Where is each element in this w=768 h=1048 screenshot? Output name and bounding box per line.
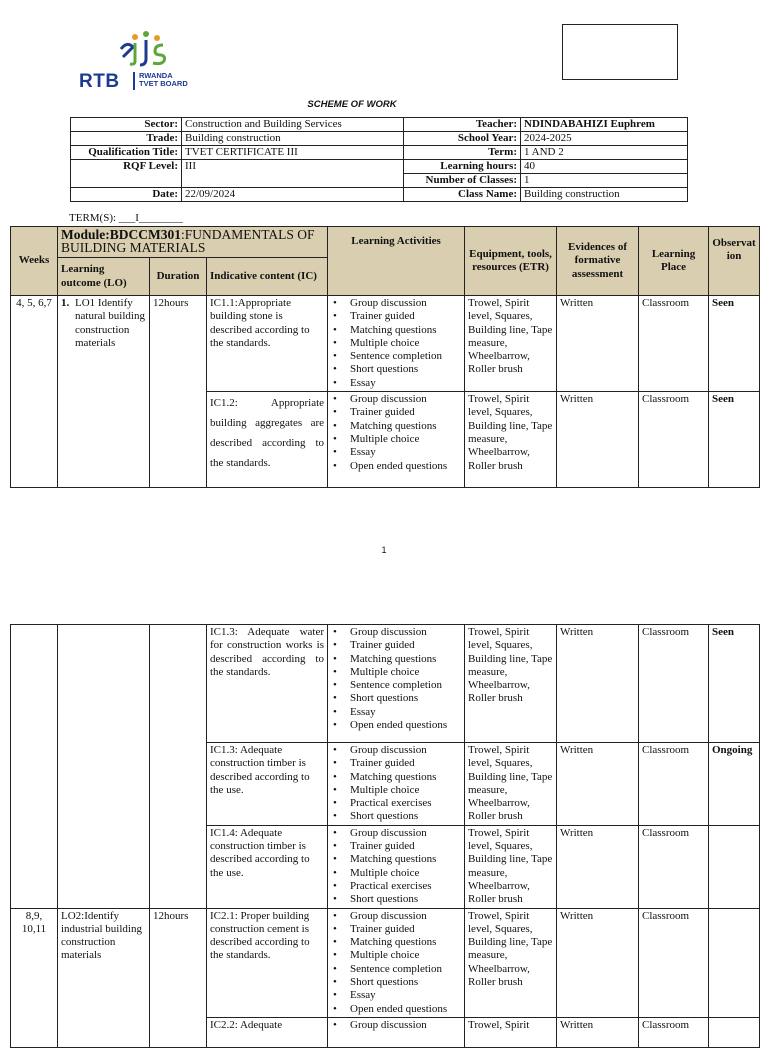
module-title: Module:BDCCM301:FUNDAMENTALS OF BUILDING MATERIALS — [58, 227, 328, 258]
activity-item: • Trainer guided — [331, 840, 461, 853]
activity-item: • Trainer guided — [331, 406, 461, 419]
hours-label: Learning hours: — [404, 160, 521, 174]
etr-cell: Trowel, Spirit level, Squares, Building line, Tape measure, Wheelbarrow, Roller brush — [465, 908, 557, 1017]
activities-cell — [328, 825, 465, 908]
school-year-label: School Year: — [404, 132, 521, 146]
activities-cell — [328, 625, 465, 743]
rtb-logo-mark-icon — [113, 31, 173, 69]
rtb-logo — [69, 31, 229, 91]
qualification-value: TVET CERTIFICATE III — [182, 146, 404, 160]
activity-item: • Open ended questions — [331, 460, 461, 473]
activity-item: • Trainer guided — [331, 757, 461, 770]
activity-item: • Short questions — [331, 893, 461, 906]
logo-text: RTB — [79, 71, 120, 92]
etr-cell: Trowel, Spirit level, Squares, Building line, Tape measure, Wheelbarrow, Roller brush — [465, 296, 557, 392]
ic-cell: IC1.1:Appropriate building stone is described according to the standards. — [207, 296, 328, 392]
place-cell: Classroom — [639, 625, 709, 743]
classes-value: 1 — [521, 174, 688, 188]
activities-header: Learning Activities — [328, 227, 465, 296]
activities-list — [331, 393, 461, 473]
etr-cell: Trowel, Spirit level, Squares, Building line, Tape measure, Wheelbarrow, Roller brush — [465, 825, 557, 908]
activities-cell — [328, 296, 465, 392]
activity-item: • Group discussion — [331, 827, 461, 840]
classes-label: Number of Classes: — [404, 174, 521, 188]
activity-item: • Essay — [331, 446, 461, 459]
table-row — [11, 908, 760, 1017]
ic-cell: IC1.3: Adequate construction timber is described according to the use. — [207, 743, 328, 826]
activity-item: • Sentence completion — [331, 350, 461, 363]
activities-list — [331, 1019, 461, 1032]
trade-label: Trade: — [71, 132, 182, 146]
evidence-cell: Written — [557, 392, 639, 488]
activities-cell — [328, 743, 465, 826]
info-table — [70, 117, 688, 202]
activity-item: • Trainer guided — [331, 639, 461, 652]
weeks-cell: 8,9, 10,11 — [11, 908, 58, 1047]
logo-divider — [133, 72, 135, 90]
ic-cell: IC1.4: Adequate construction timber is described according to the use. — [207, 825, 328, 908]
evidence-cell: Written — [557, 1017, 639, 1047]
ic-cell: IC2.2: Adequate — [207, 1017, 328, 1047]
activities-list — [331, 626, 461, 732]
activities-list — [331, 297, 461, 390]
logo-subtitle: RWANDA TVET BOARD — [139, 71, 188, 88]
trade-value: Building construction — [182, 132, 404, 146]
etr-header: Equipment, tools, resources (ETR) — [465, 227, 557, 296]
activity-item: • Matching questions — [331, 420, 461, 433]
etr-cell: Trowel, Spirit level, Squares, Building line, Tape measure, Wheelbarrow, Roller brush — [465, 625, 557, 743]
qualification-label: Qualification Title: — [71, 146, 182, 160]
activity-item: • Practical exercises — [331, 880, 461, 893]
activities-cell — [328, 1017, 465, 1047]
observation-cell — [709, 908, 760, 1017]
lo-cell: LO2:Identify industrial building construction materials — [58, 908, 150, 1047]
lo-cell: 1. LO1 Identify natural building construction materials — [58, 296, 150, 488]
place-cell: Classroom — [639, 825, 709, 908]
evidence-cell: Written — [557, 825, 639, 908]
observation-cell — [709, 825, 760, 908]
activity-item: • Open ended questions — [331, 1003, 461, 1016]
sector-label: Sector: — [71, 118, 182, 132]
class-name-label: Class Name: — [404, 188, 521, 202]
activity-item: • Practical exercises — [331, 797, 461, 810]
rqf-label: RQF Level: — [71, 160, 182, 188]
activity-item: • Multiple choice — [331, 949, 461, 962]
class-name-value: Building construction — [521, 188, 688, 202]
ic-header: Indicative content (IC) — [207, 258, 328, 296]
activity-item: • Short questions — [331, 810, 461, 823]
term-value: 1 AND 2 — [521, 146, 688, 160]
activity-item: • Group discussion — [331, 910, 461, 923]
activity-item: • Matching questions — [331, 653, 461, 666]
duration-cell: 12hours — [150, 296, 207, 488]
activity-item: • Group discussion — [331, 393, 461, 406]
observation-cell: Seen — [709, 296, 760, 392]
evidences-header: Evidences of formative assessment — [557, 227, 639, 296]
term-line: TERM(S): ___I________ — [69, 212, 183, 224]
date-label: Date: — [71, 188, 182, 202]
activities-list — [331, 827, 461, 907]
stamp-box — [562, 24, 678, 80]
activities-list — [331, 744, 461, 824]
ic-cell: IC1.3: Adequate water for construction works is described according to the standards. — [207, 625, 328, 743]
observation-cell: Ongoing — [709, 743, 760, 826]
teacher-label: Teacher: — [404, 118, 521, 132]
term-label: Term: — [404, 146, 521, 160]
info-row — [71, 146, 688, 160]
activity-item: • Multiple choice — [331, 666, 461, 679]
table-row — [11, 625, 760, 743]
duration-header: Duration — [150, 258, 207, 296]
activity-item: • Matching questions — [331, 771, 461, 784]
activity-item: • Group discussion — [331, 1019, 461, 1032]
weeks-cell: 4, 5, 6,7 — [11, 296, 58, 488]
weeks-cell — [11, 625, 58, 909]
etr-cell: Trowel, Spirit level, Squares, Building line, Tape measure, Wheelbarrow, Roller brush — [465, 743, 557, 826]
sector-value: Construction and Building Services — [182, 118, 404, 132]
document-title: SCHEME OF WORK — [307, 99, 397, 110]
activity-item: • Open ended questions — [331, 719, 461, 732]
activity-item: • Sentence completion — [331, 963, 461, 976]
activities-cell — [328, 392, 465, 488]
activity-item: • Matching questions — [331, 936, 461, 949]
info-row — [71, 160, 688, 174]
activity-item: • Short questions — [331, 976, 461, 989]
activity-item: • Matching questions — [331, 324, 461, 337]
activity-item: • Multiple choice — [331, 784, 461, 797]
activity-item: • Group discussion — [331, 744, 461, 757]
observation-cell: Seen — [709, 392, 760, 488]
activity-item: • Multiple choice — [331, 433, 461, 446]
activity-item: • Trainer guided — [331, 923, 461, 936]
activity-item: • Trainer guided — [331, 310, 461, 323]
ic-cell: IC2.1: Proper building construction cement is described according to the standards. — [207, 908, 328, 1017]
teacher-value: NDINDABAHIZI Euphrem — [521, 118, 688, 132]
place-cell: Classroom — [639, 296, 709, 392]
etr-cell: Trowel, Spirit level, Squares, Building line, Tape measure, Wheelbarrow, Roller brush — [465, 392, 557, 488]
activity-item: • Multiple choice — [331, 337, 461, 350]
observation-cell: Seen — [709, 625, 760, 743]
school-year-value: 2024-2025 — [521, 132, 688, 146]
duration-cell — [150, 625, 207, 909]
evidence-cell: Written — [557, 908, 639, 1017]
scheme-table-page-1 — [10, 226, 760, 488]
activity-item: • Short questions — [331, 692, 461, 705]
date-value: 22/09/2024 — [182, 188, 404, 202]
activity-item: • Matching questions — [331, 853, 461, 866]
ic-cell: IC1.2: Appropriate building aggregates are described according to the standards. — [207, 392, 328, 488]
info-row — [71, 132, 688, 146]
place-cell: Classroom — [639, 908, 709, 1017]
table-row — [11, 296, 760, 392]
place-cell: Classroom — [639, 743, 709, 826]
activity-item: • Short questions — [331, 363, 461, 376]
activities-cell — [328, 908, 465, 1017]
place-cell: Classroom — [639, 392, 709, 488]
evidence-cell: Written — [557, 625, 639, 743]
etr-cell: Trowel, Spirit — [465, 1017, 557, 1047]
place-cell: Classroom — [639, 1017, 709, 1047]
activity-item: • Group discussion — [331, 626, 461, 639]
activities-list — [331, 910, 461, 1016]
page-number: 1 — [381, 545, 387, 555]
activity-item: • Essay — [331, 377, 461, 390]
activity-item: • Multiple choice — [331, 867, 461, 880]
duration-cell: 12hours — [150, 908, 207, 1047]
info-row — [71, 118, 688, 132]
module-header-row — [11, 227, 760, 258]
weeks-header: Weeks — [11, 227, 58, 296]
evidence-cell: Written — [557, 296, 639, 392]
observation-cell — [709, 1017, 760, 1047]
activity-item: • Essay — [331, 989, 461, 1002]
hours-value: 40 — [521, 160, 688, 174]
evidence-cell: Written — [557, 743, 639, 826]
activity-item: • Sentence completion — [331, 679, 461, 692]
observation-header: Observation — [709, 227, 760, 296]
lo-header: Learning outcome (LO) — [58, 258, 150, 296]
rqf-value: III — [182, 160, 404, 188]
place-header: Learning Place — [639, 227, 709, 296]
scheme-table-page-2 — [10, 624, 760, 1048]
info-row — [71, 188, 688, 202]
lo-cell — [58, 625, 150, 909]
activity-item: • Essay — [331, 706, 461, 719]
activity-item: • Group discussion — [331, 297, 461, 310]
